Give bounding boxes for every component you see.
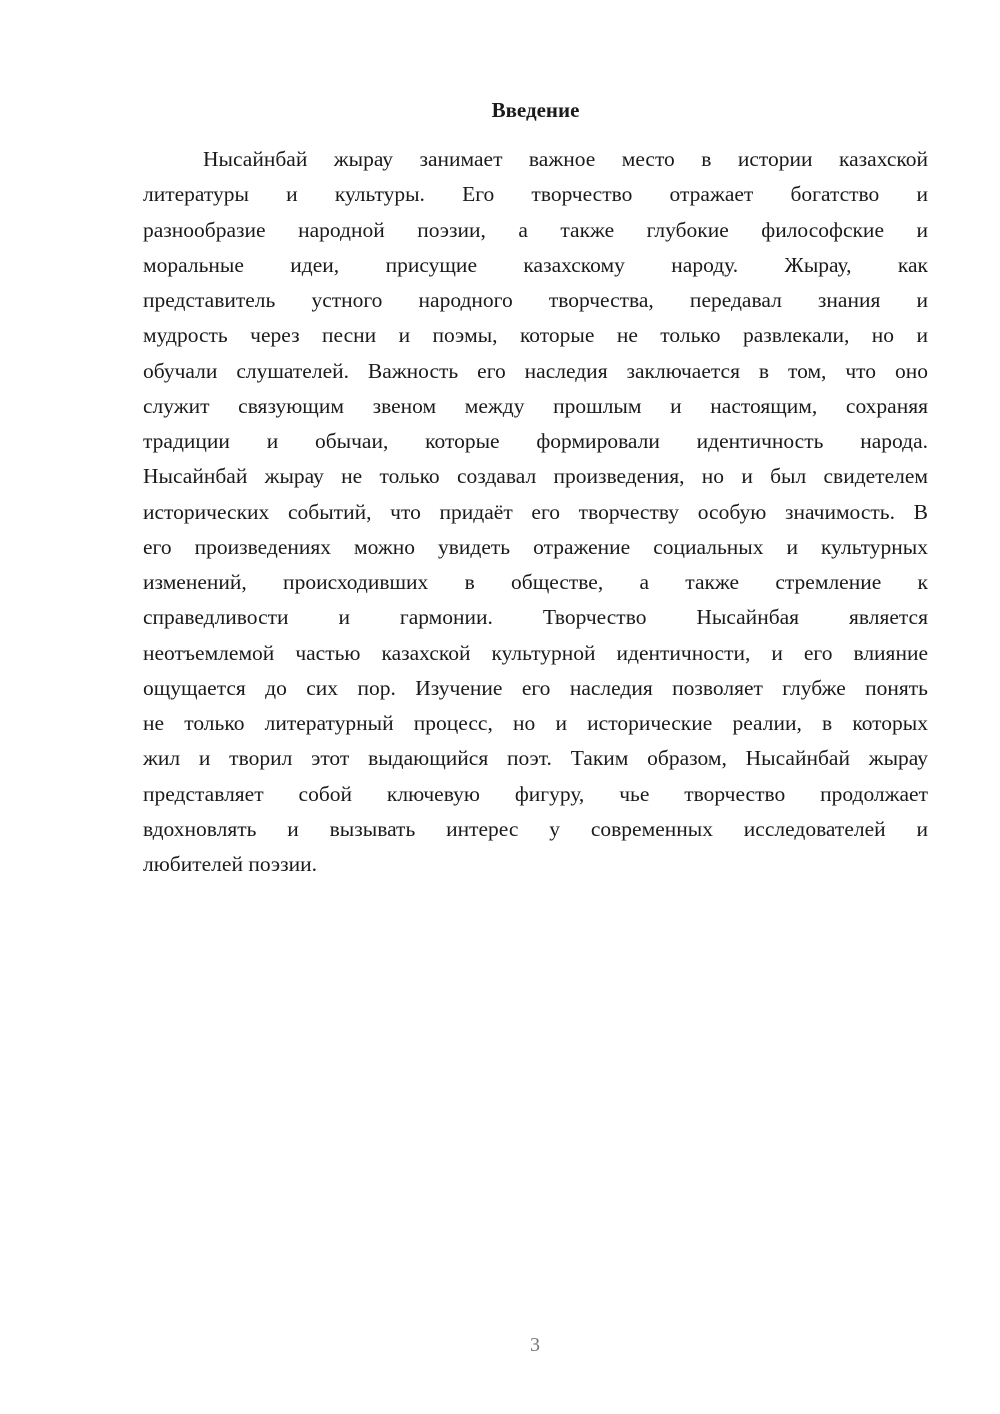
text-line: традиции и обычаи, которые формировали идентичность народа.	[143, 429, 928, 453]
text-line: моральные идеи, присущие казахскому народу. Жырау, как	[143, 252, 928, 277]
page-number: 3	[530, 1334, 540, 1356]
text-line: Нысайнбай жырау занимает важное место в истории казахской	[203, 147, 928, 171]
text-line: неотъемлемой частью казахской культурной идентичности, и его влияние	[143, 640, 928, 665]
text-line: служит связующим звеном между прошлым и настоящим, сохраняя	[143, 393, 928, 418]
text-line: мудрость через песни и поэмы, которые не только развлекали, но и	[143, 323, 928, 348]
text-line: ощущается до сих пор. Изучение его наследия позволяет глубже понять	[143, 675, 928, 700]
text-line: исторических событий, что придаёт его творчеству особую значимость. В	[143, 499, 928, 524]
text-line: не только литературный процесс, но и исторические реалии, в которых	[143, 711, 928, 735]
text-line: обучали слушателей. Важность его наследия заключается в том, что оно	[143, 358, 928, 383]
text-line: жил и творил этот выдающийся поэт. Таким образом, Нысайнбай жырау	[143, 746, 928, 771]
text-line: разнообразие народной поэзии, а также глубокие философские и	[143, 217, 928, 242]
text-line: изменений, происходивших в обществе, а также стремление к	[143, 570, 928, 594]
text-line: его произведениях можно увидеть отражение социальных и культурных	[143, 534, 928, 559]
text-line: справедливости и гармонии. Творчество Нысайнбая является	[143, 605, 928, 630]
text-line: любителей поэзии.	[143, 852, 317, 876]
text-line: представляет собой ключевую фигуру, чье творчество продолжает	[143, 781, 928, 806]
text-line: литературы и культуры. Его творчество отражает богатство и	[143, 182, 928, 207]
body-paragraph	[143, 142, 928, 882]
section-heading: Введение	[491, 98, 580, 122]
text-line: Нысайнбай жырау не только создавал произведения, но и был свидетелем	[143, 464, 928, 489]
text-line: вдохновлять и вызывать интерес у современных исследователей и	[143, 816, 928, 841]
text-line: представитель устного народного творчества, передавал знания и	[143, 288, 928, 312]
